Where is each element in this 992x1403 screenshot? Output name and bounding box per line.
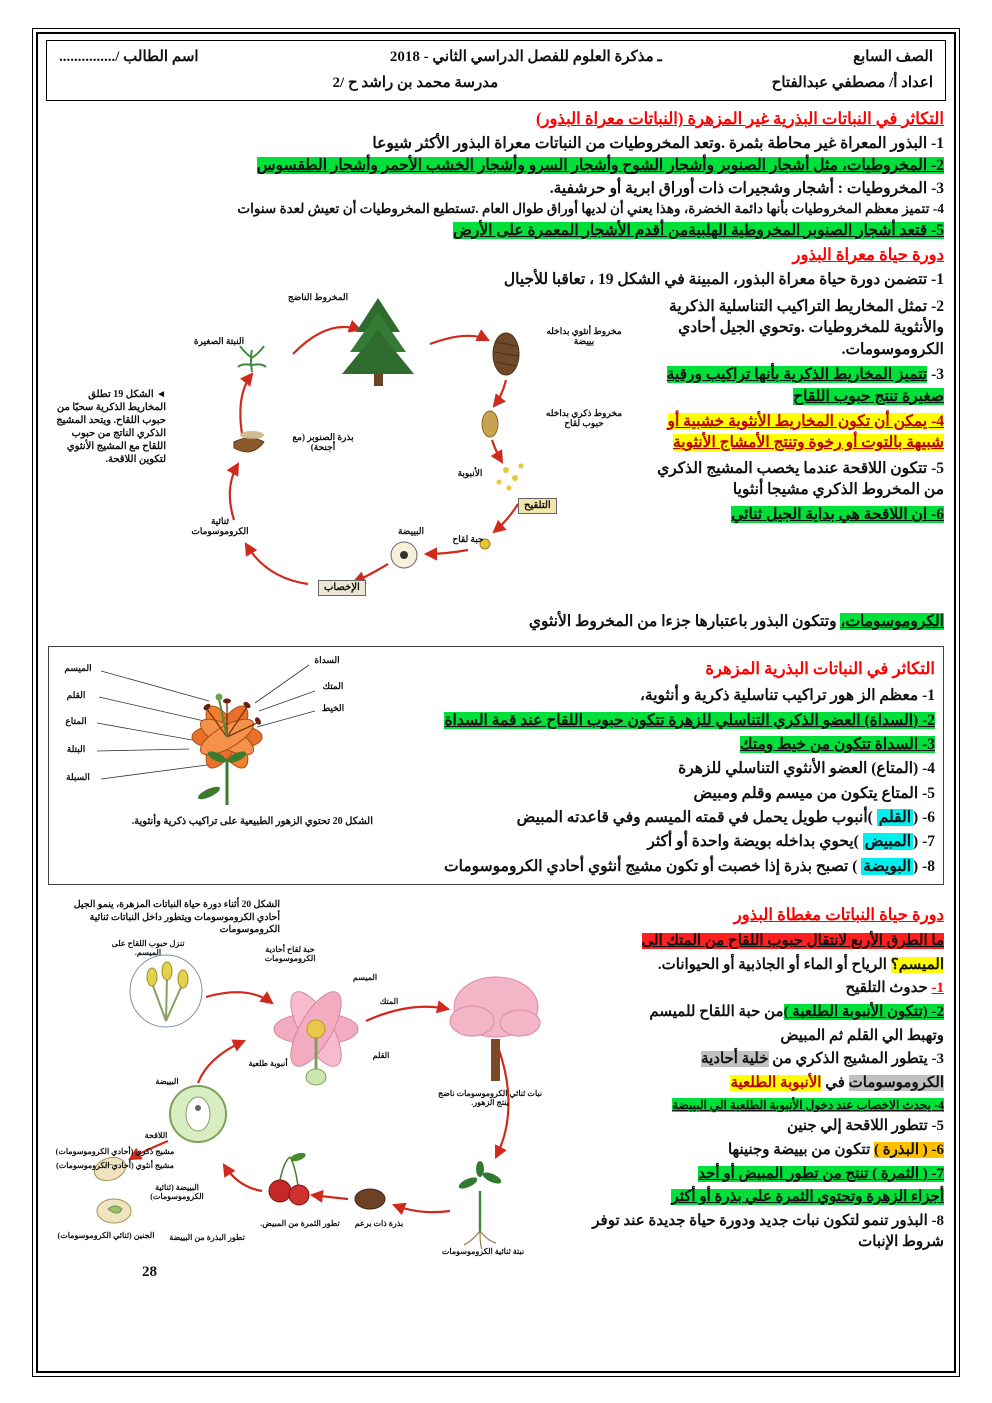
- s2-row: [48, 292, 944, 610]
- fig20b-label-male-gamete: مشيج ذكري (أحادي الكروموسومات): [55, 1147, 175, 1157]
- s1-line4-text: 4- تتميز معظم المخروطيات بأنها دائمة الخضرة، وهذا يعني أن لديها أوراق طوال العام .تستطيع المخروطيات أن تعيش لعدة سنوات: [237, 200, 944, 216]
- fig20b-label-pollen-falls: تنزل حبوب اللقاح على الميسم.: [111, 939, 185, 958]
- s2-line3-hl: تتميز المخاريط الذكرية بأنها تراكيب ورقية صغيرة تنتج حبوب اللقاح: [666, 366, 944, 405]
- young-seedling: [457, 1161, 503, 1249]
- s2-line6-cont-hl: الكروموسومات،: [840, 613, 944, 631]
- fig19-label-male-cone: مخروط ذكري بداخله حبوب لقاح: [545, 408, 623, 429]
- figure-20-flower-anatomy: [57, 653, 379, 880]
- s3-line7: [387, 831, 935, 852]
- fig20b-label-stigma: الميسم: [352, 973, 378, 983]
- s3-line8: [387, 856, 935, 877]
- fig20b-label-mature-plant: نبات ثنائي الكروموسومات ناضج ينتج الزهور.: [437, 1089, 543, 1108]
- header-row-1: [59, 47, 933, 66]
- s4-line1: [563, 978, 944, 999]
- brown-seed: [355, 1189, 385, 1209]
- figure-19-conifer-life-cycle: [48, 292, 638, 610]
- fig20a-caption: [57, 815, 379, 828]
- s1-line1-text: 1- البذور المعراة غير محاطة بثمرة .وتعد المخروطيات من النباتات معراة البذور الأكثر شيوعا: [372, 134, 944, 152]
- s1-line4: [48, 200, 944, 219]
- anther-closeup: [130, 955, 202, 1027]
- fig20b-label-seedling: نبتة ثنائية الكروموسومات: [441, 1247, 525, 1257]
- fig19-label-fertilization: الإخصاب: [318, 580, 366, 596]
- s4-line3-yellow: الأنبوبة الطلعية: [730, 1075, 822, 1092]
- s3-line6: [387, 807, 935, 828]
- s4-line3-gray2: الكروموسومات: [848, 1075, 944, 1092]
- fig19-caption-marker: ◄: [153, 389, 166, 401]
- fig20a-caption-text: تحتوي الزهور الطبيعية على تراكيب ذكرية وأنثوية.: [131, 816, 331, 828]
- fig19-caption-number: الشكل 19: [110, 389, 154, 401]
- fig20a-caption-number: الشكل 20: [330, 816, 373, 828]
- s4-line2: [563, 1002, 944, 1023]
- s4-line8: [563, 1211, 944, 1252]
- s4-question-text: ما الطرق الأربع لانتقال حبوب اللقاح من المتك الى: [641, 932, 944, 949]
- s4-answer: [563, 955, 944, 976]
- fig20b-caption-text: أثناء دورة حياة النباتات المزهرة، ينمو الجيل أحادي الكروموسومات ويتطور داخل النباتات ثنائية الكروموسومات: [73, 900, 280, 935]
- s4-text-column: [563, 899, 944, 1281]
- fig19-label-female-cone: مخروط أنثوي بداخله بييضة: [546, 326, 622, 347]
- s3-line3: [387, 734, 935, 755]
- fig20b-label-female-gamete: مشيج أنثوي (أحادي الكروموسومات): [56, 1161, 174, 1171]
- s3-line4: [387, 758, 935, 779]
- fig20b-label-fruit-dev: تطور الثمرة من المبيض.: [260, 1219, 340, 1229]
- s3-line7-hl: المبيض: [864, 833, 912, 851]
- pollen-cloud: [497, 464, 524, 491]
- content: [46, 101, 946, 1281]
- section4: [48, 899, 944, 1281]
- student-name-label: اسم الطالب /...............: [59, 49, 199, 65]
- s4-answer-text: الرياح أو الماء أو الجاذبية أو الحيوانات.: [657, 956, 891, 973]
- s4-line2b-text: وتهبط الي القلم ثم المبيض: [780, 1027, 944, 1044]
- s4-line6-hl: 6- ( البذرة ): [874, 1141, 944, 1158]
- fig20a-label-style: القلم: [66, 690, 86, 701]
- s4-line7-hl2: أجزاء الزهرة وتحتوي الثمرة علي بذرة أو أكثر: [671, 1189, 944, 1206]
- s4-line5-text: 5- تتطور اللاقحة إلي جنين: [786, 1118, 944, 1135]
- s2-line6: [644, 504, 944, 525]
- female-cone: [493, 333, 519, 375]
- s4-line7-hl1: 7- ( الثمرة ) تنتج من تطور المبيض أو أحد: [698, 1165, 944, 1182]
- s1-line5-text: 5- قتعد أشجار الصنوبر المخروطية الهلبيةمن أقدم الأشجار المعمرة على الأرض: [453, 221, 944, 239]
- header-row-2: [59, 73, 933, 92]
- s1-line2: [48, 155, 944, 176]
- s2-line5-text: 5- تتكون اللاقحة عندما يخصب المشيج الذكري من المخروط الذكري مشيجا أنثويا: [657, 459, 944, 499]
- s4-line4-text: 4- يحدث الاخصاب عند دخول الأنبوبة الطلعية الي البييضة: [672, 1097, 944, 1112]
- fig20b-label-ovule-diploid: البييضة (ثنائية الكروموسومات): [150, 1183, 204, 1202]
- s4-line3-mid: في: [821, 1075, 849, 1092]
- s4-line1-num: 1-: [931, 980, 944, 997]
- pink-flower: [274, 985, 358, 1085]
- s3-line6-hl: القلم: [878, 809, 912, 827]
- blossom-tree: [450, 977, 540, 1081]
- s2-line2-text: 2- تمثل المخاريط التراكيب التناسلية الذكرية والأنثوية للمخروطيات .وتحوي الجيل أحادي الكروموسومات.: [669, 298, 944, 358]
- s2-line6-cont-rest: وتتكون البذور باعتبارها جزءا من المخروط الأنثوي: [528, 613, 841, 631]
- s3-line1: [387, 685, 935, 706]
- fig20b-label-pollen-tube: أنبوبة طلعية: [248, 1059, 288, 1069]
- cherry-fruit: [269, 1151, 309, 1205]
- egg-cell: [391, 542, 417, 568]
- s3-line8-hl: البويضة: [863, 857, 912, 875]
- fig19-label-pollen-grain: حبة لقاح: [452, 534, 484, 545]
- fig20b-label-zygote: اللاقحة: [144, 1131, 168, 1141]
- s4-line3b: [563, 1073, 944, 1094]
- s1-line3-text: 3- المخروطيات : أشجار وشجيرات ذات أوراق ابرية أو حرشفية.: [549, 179, 944, 197]
- fig19-label-seed: بذرة الصنوبر (مع أجنحة): [292, 432, 354, 453]
- s3-line2-text: 2- (السداة) العضو الذكري التناسلي للزهرة تتكون حبوب اللقاح عند قمة السداة: [444, 711, 935, 729]
- s4-line4: [563, 1097, 944, 1114]
- fig19-label-pollination: التلقيح: [518, 498, 557, 514]
- male-cone: [482, 411, 498, 437]
- fig20b-label-pollen-haploid: حبة لقاح أحادية الكروموسومات: [264, 945, 316, 964]
- fig19-label-diploid: ثنائية الكروموسومات: [191, 516, 249, 537]
- s2-line3: [644, 364, 944, 407]
- figure-20-angiosperm-life-cycle: [48, 899, 553, 1281]
- s3-line5-text: 5- المتاع يتكون من ميسم وقلم ومبيض: [693, 784, 935, 802]
- s3-line2: [387, 710, 935, 731]
- s4-line8-text: 8- البذور تنمو لتكون نبات جديد ودورة حياة جديدة عند توفر شروط الإنبات: [592, 1213, 944, 1250]
- s3-line8-rest: ) تصبح بذرة إذا خصبت أو تكون مشيج أنثوي أحادي الكروموسومات: [444, 857, 862, 875]
- s4-line7: [563, 1164, 944, 1185]
- booklet-title: ـ مذكرة العلوم للفصل الدراسي الثاني - 2018: [389, 49, 662, 65]
- fig19-caption: [48, 388, 166, 466]
- inner-frame: [36, 32, 956, 1373]
- outer-frame: [32, 28, 960, 1377]
- s2-line3-num: 3-: [927, 366, 944, 384]
- fig19-label-tube: الأنبوبة: [457, 468, 483, 479]
- fig20b-caption-number: الشكل 20: [239, 900, 280, 911]
- s2-line4-text: 4- يمكن أن تكون المخاريط الأنثوية خشبية أو شبيهة بالتوت أو رخوة وتنتج الأمشاج الأنثوية: [667, 412, 944, 452]
- s4-line1-text: حدوث التلقيح: [845, 980, 932, 997]
- fig19-label-ovule: البييضة: [397, 526, 425, 537]
- s1-line3: [48, 178, 944, 199]
- fig19-label-mature-cone: المخروط الناضج: [287, 292, 349, 303]
- fig19-label-seedling: النبتة الصغيرة: [193, 336, 245, 347]
- fig20a-label-filament: الخيط: [321, 703, 345, 714]
- s2-line1: [48, 269, 944, 290]
- s4-line3-pre: 3- يتطور المشيج الذكري من: [768, 1051, 944, 1068]
- school-label: مدرسة محمد بن راشد ح /2: [332, 75, 499, 91]
- fig20a-label-anther: المتك: [322, 681, 344, 692]
- fig20b-label-ovule: البييضة: [155, 1077, 179, 1087]
- grade-label: الصف السابع: [853, 49, 933, 65]
- s4-line6-rest: تتكون من بييضة وجنينها: [727, 1141, 875, 1158]
- flower-leaf: [196, 785, 221, 802]
- fig20b-label-budding-seed: بذرة ذات برعم: [354, 1219, 404, 1229]
- fig20b-label-style: القلم: [372, 1051, 390, 1061]
- fig20b-label-anther: المتك: [379, 997, 399, 1007]
- page-number: 28: [142, 1264, 157, 1280]
- fig20a-label-stigma: الميسم: [64, 663, 92, 674]
- s3-line8-pre: 8- (: [913, 857, 935, 875]
- pine-seed: [234, 431, 264, 452]
- s4-line5: [563, 1116, 944, 1137]
- fig19-caption-text: تطلق المخاريط الذكرية سحبًا من حبوب اللقاح. ويتحد المشيج الذكري الناتج من حبوب اللقاح مع المشيج الأنثوي لتكوين اللاقحة.: [56, 389, 166, 466]
- section1-title: التكاثر في النباتات البذرية غير المزهرة (النباتات معراة البذور): [536, 109, 944, 128]
- s3-line7-rest: )يحوي بداخله بويضة واحدة أو أكثر: [647, 833, 863, 851]
- s4-question: [563, 931, 944, 952]
- s3-text-column: [387, 653, 935, 880]
- s2-line1-text: 1- تتضمن دورة حياة معراة البذور، المبينة في الشكل 19 ، تعاقبا للأجيال: [503, 270, 944, 288]
- fig20a-label-stamen: السداة: [314, 655, 340, 666]
- section2-title: دورة حياة معراة البذور: [792, 244, 944, 264]
- s3-line7-pre: 7- (: [913, 833, 935, 851]
- s4-line6: [563, 1140, 944, 1161]
- seedling-sprout: [238, 346, 266, 372]
- s2-text-column: [644, 292, 944, 610]
- s3-line5: [387, 783, 935, 804]
- fig20b-label-embryo: الجنين (ثنائي الكروموسومات): [57, 1231, 155, 1241]
- s4-line7b: [563, 1187, 944, 1208]
- s3-line1-text: 1- معظم الز هور تراكيب تناسلية ذكرية و أنثوية،: [639, 687, 935, 705]
- fig20b-label-seed-dev: تطور البذرة من البييضة: [169, 1233, 245, 1243]
- conifer-tree: [342, 298, 414, 386]
- s2-line4: [644, 411, 944, 454]
- s2-line6-continuation: [48, 611, 944, 632]
- s3-line3-text: 3- السداة تتكون من خيط ومتك: [739, 735, 935, 753]
- s3-line4-text: 4- (المتاع) العضو الأنثوي التناسلي للزهرة: [678, 760, 935, 778]
- s2-line6-text: 6- ان اللاقحة هي بداية الجيل ثنائي: [731, 506, 944, 524]
- s3-line6-pre: 6- (: [913, 809, 935, 827]
- fig20b-caption: [52, 899, 280, 936]
- s1-line2-text: 2- المخروطيات، مثل أشجار الصنوبر وأشجار الشوح وأشجار السرو وأشجار الخشب الأحمر وأشجار الطقسوس: [256, 157, 944, 175]
- s1-line5: [48, 220, 944, 241]
- s4-question-tail: الميسم؟: [890, 956, 944, 973]
- s4-line2-hl: 2- (تتكون الأنبوبة الطلعية ): [783, 1004, 944, 1020]
- s4-line3: [563, 1049, 944, 1070]
- s4-line2b: [563, 1026, 944, 1047]
- fig20a-label-pistil: المتاع: [65, 716, 87, 727]
- fig20a-label-petal: البتلة: [66, 744, 86, 755]
- ovary-cross-section: [170, 1086, 226, 1142]
- section3-title: التكاثر في النباتات البذرية المزهرة: [705, 659, 935, 679]
- s4-line2-rest: من حبة اللقاح للميسم: [649, 1004, 784, 1020]
- s2-line2: [644, 296, 944, 360]
- fig20a-canvas: [57, 653, 379, 813]
- fig20a-label-sepal: السبلة: [66, 772, 90, 783]
- s3-line6-rest: )أنبوب طويل يحمل في قمته الميسم وفي قاعدته المبيض: [516, 809, 877, 827]
- s4-line3-gray1: خلية أحادية: [701, 1051, 769, 1068]
- s2-line5: [644, 458, 944, 501]
- section3-box: [48, 646, 944, 885]
- fig20a-drawing: [59, 653, 379, 813]
- s1-line1: [48, 133, 944, 154]
- section4-title: دورة حياة النباتات مغطاة البذور: [733, 905, 944, 925]
- prepared-by-label: اعداد أ/ مصطفي عبدالفتاح: [771, 75, 933, 91]
- header: [46, 40, 946, 101]
